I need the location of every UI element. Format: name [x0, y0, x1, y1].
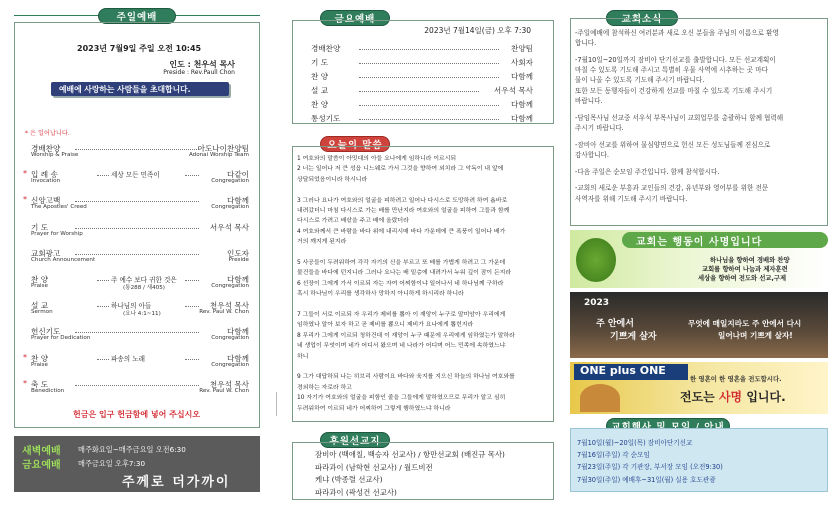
order-item-en: Prayer for Dedication — [31, 335, 91, 342]
order-item-name: 기 도 — [31, 222, 49, 232]
banner2-year: 2023 — [584, 298, 610, 308]
news-line: 바랍니다. — [575, 96, 603, 105]
stand-note: * 은 일어납니다. — [25, 130, 70, 137]
mission-banner — [570, 230, 828, 288]
welcome-text: 예배에 사랑하는 사람들을 초대합니다. — [59, 85, 191, 94]
order-item-leader: 다함께 — [226, 196, 249, 206]
banner2-left-2: 기쁘게 살자 — [610, 332, 657, 342]
sunday-title: 주일예배 — [98, 8, 176, 24]
dot-leader-a — [97, 359, 109, 360]
column-friday — [286, 0, 560, 506]
friday-row-value: 서우석 목사 — [493, 86, 533, 95]
globe-image — [576, 238, 616, 282]
news-line: 감사합니다. — [575, 150, 609, 159]
order-item-title: 세상 모든 민족이 — [111, 171, 160, 180]
stand-mark: * — [23, 169, 27, 179]
dot-leader — [185, 280, 199, 281]
scripture-line: 6 선장이 그에게 가서 이르되 자는 자여 어찌함이냐 일어나서 네 하나님께 구하라 — [297, 280, 504, 287]
news-line: 물이 나올 수 있도록 기도해 주시기 바랍니다. — [575, 76, 705, 85]
event-item: 7월23일(주일) 각 기관장, 부서장 모임 (오전9:30) — [577, 463, 723, 472]
mission-title: 후원선교지 — [320, 432, 390, 448]
dot-leader — [75, 201, 199, 202]
order-item-leader: 인도자 — [226, 248, 249, 258]
friday-row-value: 다함께 — [510, 100, 533, 109]
order-item-name: 입 례 송 — [31, 170, 58, 180]
news-line: 합니다. — [575, 39, 597, 48]
dot-leader-a — [97, 306, 109, 307]
friday-row-label: 통성기도 — [311, 114, 341, 123]
order-item-name: 헌신기도 — [31, 327, 61, 337]
dot-leader — [185, 306, 199, 307]
banner3-line-2 — [680, 388, 786, 405]
scripture-line: 1 여호와의 말씀이 아밋대의 아들 요나에게 임하니라 이르시되 — [297, 156, 457, 162]
news-line: -7월10일~20일까지 잠비아 단기선교를 출발합니다. 모든 선교계획이 — [575, 56, 776, 64]
scripture-line: 5 사공들이 두려워하여 각각 자기의 신을 부르고 또 배를 가볍게 하려고 그 가운데 — [297, 260, 506, 266]
word-title: 오늘의 말씀 — [320, 136, 390, 152]
friday-row-label: 찬 양 — [311, 100, 329, 109]
dot-leader — [359, 91, 479, 92]
banner2-left-1: 주 안에서 — [596, 319, 634, 329]
friday-title: 금요예배 — [320, 10, 390, 26]
order-item-ref: (통288 / 새405) — [123, 285, 165, 291]
banner2-right-1: 무엇에 매일지라도 주 안에서 다시 — [688, 319, 802, 328]
order-item-en: Prayer for Worship — [31, 230, 83, 237]
dot-leader-a — [97, 175, 109, 176]
order-item-en: Invocation — [31, 178, 61, 185]
news-line: 주시기 바랍니다. — [575, 123, 624, 132]
order-item-title: 주 예수 보다 귀한 것은 — [111, 276, 177, 284]
event-item: 7월10일(월)~20일(목) 잠비아단기선교 — [577, 439, 693, 447]
order-item-name: 찬 양 — [31, 353, 49, 363]
scripture-line: 물건들을 바다에 던지니라 그러나 요나는 배 밑층에 내려가서 누워 깊이 잠이 든지라 — [297, 270, 512, 277]
banner3-line-2c: 입니다. — [742, 390, 786, 404]
leader-en: Preside : Rev.Paull Chon — [163, 69, 235, 76]
stand-mark: * — [23, 352, 27, 362]
banner1-line-1: 하나님을 향하여 경배와 찬양 — [710, 257, 790, 264]
order-item-leader: 천우석 목사 — [209, 301, 249, 311]
scripture-line: 내려갔더니 마침 다시스로 가는 배를 만난지라 여호와의 얼굴을 피하여 그들과 함께 — [297, 208, 510, 214]
order-item-en: Benediction — [31, 387, 65, 394]
friday-row-value: 사회자 — [510, 58, 533, 67]
scripture-line: 경외하는 자로라 하고 — [297, 384, 352, 391]
order-item-leader: 천우석 목사 — [209, 379, 249, 389]
news-line: -다음 주일은 순모임 주간입니다. 함께 참석합시다. — [575, 167, 720, 176]
dot-leader — [359, 77, 499, 78]
order-item-title: 하나님의 아들 — [111, 302, 152, 311]
dot-leader — [75, 228, 199, 229]
banner3-line-2a: 전도는 — [680, 390, 719, 404]
dot-leader — [359, 63, 499, 64]
order-item-leader-en: Congregation — [211, 178, 249, 185]
dawn-label: 새벽예배 — [22, 446, 61, 457]
order-item-en: The Apostles' Creed — [31, 204, 87, 211]
stand-mark: * — [23, 378, 27, 388]
friday-date: 2023년 7월14일(금) 오후 7:30 — [424, 26, 531, 35]
scripture-box — [292, 146, 554, 422]
scripture-line: 거의 깨지게 된지라 — [297, 239, 347, 246]
fold-mark — [276, 392, 277, 416]
banner3-line-2b: 사명 — [718, 390, 743, 404]
banner1-line-2: 교회를 향하여 나눔과 제자훈련 — [702, 266, 788, 273]
event-item: 7월30일(주일) 예배후~31일(월) 실용 호도관광 — [577, 475, 716, 484]
mission-box — [292, 442, 554, 500]
scripture-line: 2 너는 일어나 저 큰 성읍 니느웨로 가서 그것을 향하여 외치라 그 악독이 내 앞에 — [297, 166, 504, 173]
dot-leader — [359, 119, 499, 120]
mission-item: 파라과이 (남학현 선교사) / 월드비전 — [315, 462, 433, 472]
news-line: -주일예배에 참석하신 여러분과 새로 오신 분들을 주님의 이름으로 환영 — [575, 29, 779, 37]
year-theme-banner — [570, 292, 828, 358]
column-news — [566, 0, 835, 506]
scripture-line: 4 여호와께서 큰 바람을 바다 위에 내리시매 바다 가운데에 큰 폭풍이 일어나 배가 — [297, 228, 506, 235]
order-item-leader: 서우석 목사 — [209, 222, 249, 232]
friday-row-value: 다함께 — [510, 72, 533, 81]
order-item-en: Praise — [31, 361, 48, 368]
order-item-leader-en: Congregation — [211, 283, 249, 289]
dawn-time: 매주화요일~매주금요일 오전6:30 — [78, 445, 186, 454]
order-item-leader: 다함께 — [226, 327, 249, 337]
scripture-line: 다시스로 가려고 배삯을 주고 배에 올랐더라 — [297, 218, 409, 225]
order-item-name: 신앙고백 — [31, 196, 61, 206]
mission-item: 케냐 (박종렬 선교사) — [315, 475, 383, 485]
friday-box — [292, 20, 554, 124]
scripture-line: 8 무리가 그에게 이르되 청하건대 이 재앙이 누구 때문에 우리에게 임하였는가 말하라 — [297, 332, 515, 339]
leader: 인도 : 천우석 목사 — [169, 60, 235, 69]
dot-leader — [185, 175, 199, 176]
dot-leader — [75, 149, 199, 150]
fri-label: 금요예배 — [22, 460, 61, 471]
banner2-right-2: 일어나며 기쁘게 살자! — [718, 331, 793, 340]
offering-note: 헌금은 입구 헌금함에 넣어 주십시오 — [73, 410, 201, 419]
dot-leader — [359, 49, 499, 50]
order-item-en: Church Announcement — [31, 256, 96, 263]
scripture-line: 상달되었음이니라 하시니라 — [297, 176, 368, 183]
scripture-line: 9 그가 대답하되 나는 히브리 사람이요 바다와 육지를 지으신 하늘의 하나님 여호와를 — [297, 374, 515, 381]
order-item-leader-en: Congregation — [211, 335, 249, 342]
fri-time: 매주금요일 오후7:30 — [78, 459, 146, 468]
column-sunday — [0, 0, 268, 506]
order-item-title: 파송의 노래 — [111, 354, 145, 363]
banner3-line-1: 한 영혼이 한 영혼을 전도합시다. — [690, 375, 782, 383]
scripture-line: 혹시 하나님이 우리를 생각하사 망하지 아니하게 하시리라 하니라 — [297, 291, 464, 298]
banner1-title: 교회는 행동이 사명입니다 — [636, 237, 763, 248]
dot-leader — [75, 254, 199, 255]
friday-row-label: 경배찬양 — [311, 44, 341, 53]
news-line: 마칠 수 있도록 기도해 주시고 특별히 우물 사역에 시추하는 곳 마다 — [575, 66, 768, 75]
order-item-leader-en: Adonai Worship Team — [188, 152, 249, 158]
one-plus-one-banner — [570, 362, 828, 414]
order-item-en: Praise — [31, 283, 48, 289]
event-item: 7월16일(주일) 각 순모임 — [577, 451, 650, 460]
news-title: 교회소식 — [606, 10, 678, 26]
friday-row-label: 설 교 — [311, 86, 329, 95]
scripture-line: 임하였나 알아 보자 하고 곧 제비를 뽑으니 제비가 요나에게 뽑힌지라 — [297, 322, 474, 329]
news-line: -잠비아 선교를 위하여 물심양면으로 헌신 모든 성도님들께 진심으로 — [575, 140, 771, 149]
order-item-leader: 다같이 — [226, 170, 249, 180]
friday-row-label: 찬 양 — [311, 72, 329, 81]
order-item-leader: 다함께 — [226, 353, 249, 363]
people-image — [580, 384, 620, 412]
order-item-en: Sermon — [31, 309, 53, 316]
events-box — [570, 428, 828, 492]
order-item-name: 축 도 — [31, 379, 49, 389]
slogan: 주께로 더가까이 — [122, 475, 231, 490]
news-box — [570, 18, 828, 226]
mission-item: 파라과이 (곽성건 선교사) — [315, 487, 397, 497]
order-item-ref: (요나 4:1~11) — [123, 311, 161, 318]
order-item-leader: 다함께 — [226, 275, 249, 284]
sunday-order-box — [14, 22, 260, 428]
dot-leader — [359, 105, 499, 106]
scripture-line: 7 그들이 서로 이르되 자 우리가 제비를 뽑아 이 재앙이 누구로 말미암아 우리에게 — [297, 312, 506, 318]
dot-leader — [75, 385, 199, 386]
scripture-line: 네 생업이 무엇이며 네가 어디서 왔으며 네 나라가 어디며 어느 민족에 속하였느냐 — [297, 343, 506, 350]
order-item-leader: 아도나이찬양팀 — [197, 144, 249, 153]
service-date: 2023년 7월9일 주일 오전 10:45 — [77, 44, 202, 53]
dot-leader — [75, 332, 199, 333]
scripture-line: 하니 — [297, 353, 309, 360]
news-line: -교회의 새로운 부흥과 교인들의 건강, 유년부와 영어부를 위한 전문 — [575, 184, 769, 193]
news-line: 또한 모든 동행자들이 건강하게 선교를 마칠 수 있도록 기도해 주시기 — [575, 86, 773, 95]
order-item-leader-en: Rev. Paul W. Chon — [199, 309, 249, 316]
friday-row-value: 찬양팀 — [510, 44, 533, 53]
dot-leader-a — [97, 280, 109, 281]
news-line: 사역자를 위해 기도해 주시기 바랍니다. — [575, 194, 688, 203]
order-item-leader-en: Rev. Paul W. Chon — [199, 387, 249, 394]
order-item-leader-en: Congregation — [211, 361, 249, 368]
order-item-name: 교회광고 — [31, 248, 61, 258]
banner1-line-3: 세상을 향하여 전도와 선교,구제 — [698, 275, 787, 282]
friday-row-label: 기 도 — [311, 58, 329, 67]
scripture-line: 3 그러나 요나가 여호와의 얼굴을 피하려고 일어나 다시스로 도망하려 하여 욥바로 — [297, 197, 508, 204]
dot-leader — [185, 359, 199, 360]
mission-item: 잠비아 (백애칠, 백승자 선교사) / 항만선교회 (배진규 목사) — [315, 450, 505, 459]
order-item-leader-en: Congregation — [211, 204, 249, 211]
order-item-name: 설 교 — [31, 301, 49, 311]
friday-row-value: 다함께 — [510, 114, 533, 123]
news-line: -담임목사님 선교중 서우석 부목사님이 교회업무를 총괄하니 함께 협력해 — [575, 113, 784, 122]
order-item-name: 찬 양 — [31, 275, 49, 284]
scripture-line: 10 자기가 여호와의 얼굴을 피함인 줄을 그들에게 말하였으므로 무리가 알고 심히 — [297, 395, 506, 402]
order-item-leader-en: Preside — [228, 256, 249, 263]
stand-mark: * — [23, 195, 27, 205]
schedule-box — [14, 436, 260, 492]
welcome-banner — [51, 82, 229, 96]
scripture-line: 두려워하여 이르되 네가 어찌하여 그렇게 행하였느냐 하니라 — [297, 405, 451, 412]
order-item-en: Worship & Praise — [31, 152, 79, 158]
banner3-title: ONE plus ONE — [580, 364, 666, 377]
order-item-name: 경배찬양 — [31, 144, 61, 153]
